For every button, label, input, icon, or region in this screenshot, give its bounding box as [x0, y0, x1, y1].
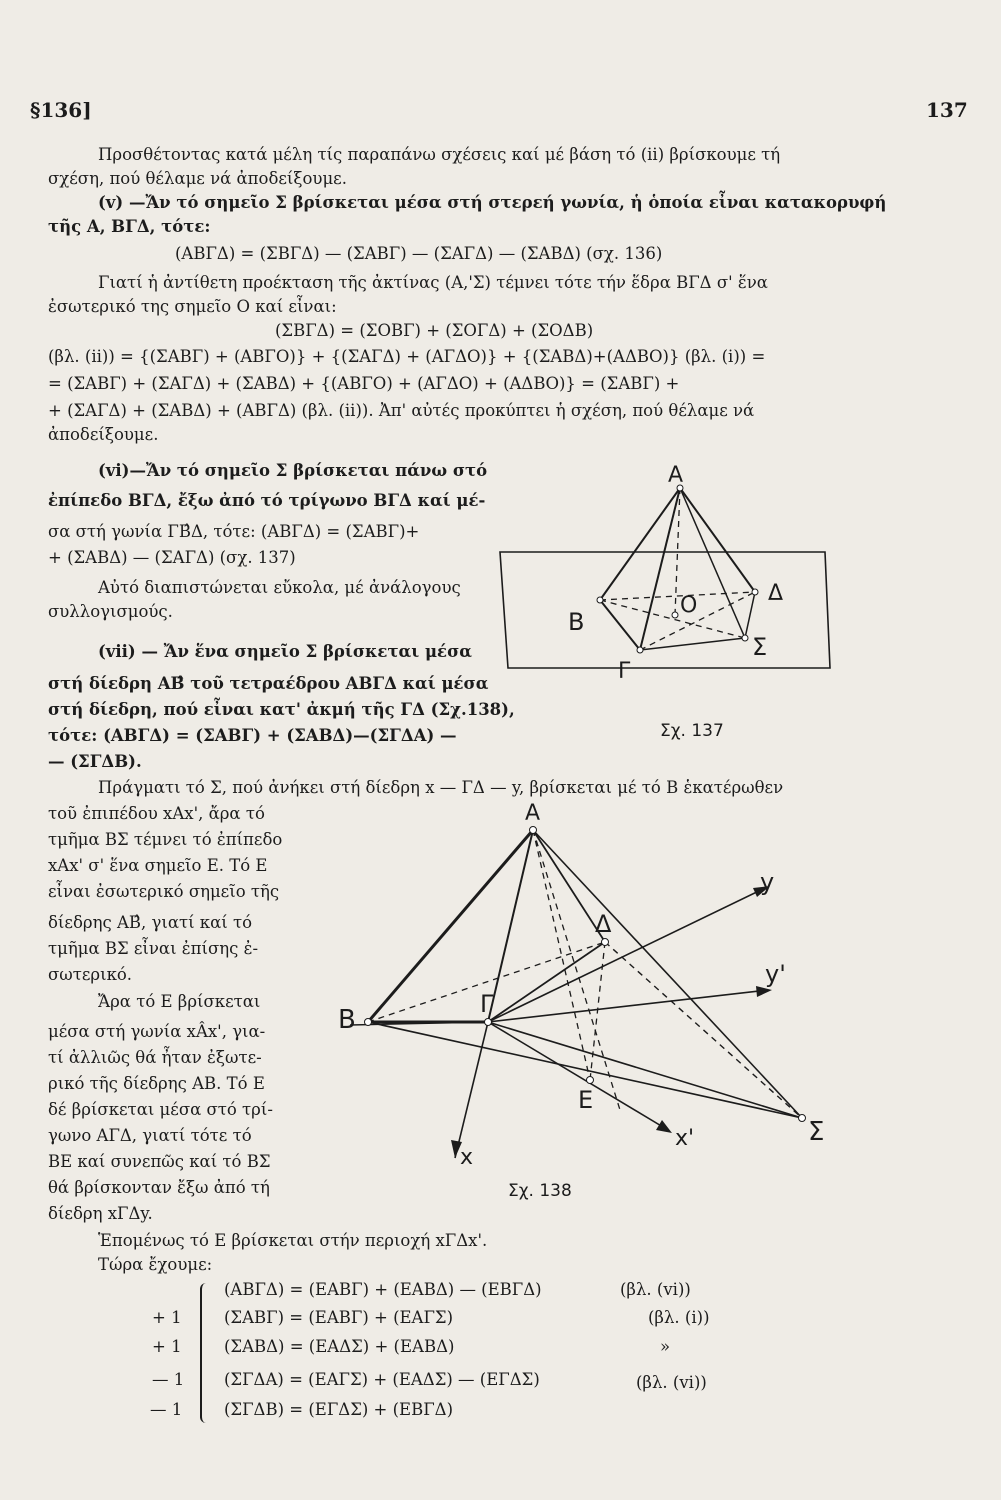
text-line: + (ΣΑΓΔ) + (ΣΑΒΔ) + (ΑΒΓΔ) (βλ. (ii)). Ἀπ' αὐτές προκύπτει ἡ σχέση, πού θέλαμε νά	[48, 401, 755, 420]
label-y: y	[760, 868, 775, 896]
section-marker: §136]	[30, 98, 92, 122]
text-line: xAx' σ' ἕνα σημεῖο Ε. Τό Ε	[48, 856, 268, 875]
system-equation: (ΑΒΓΔ) = (ΕΑΒΓ) + (ΕΑΒΔ) — (ΕΒΓΔ)	[224, 1280, 542, 1299]
label-E: Ε	[578, 1086, 594, 1114]
text-line: εἶναι ἐσωτερικό σημεῖο τῆς	[48, 882, 280, 901]
label-A: Α	[525, 801, 541, 826]
text-line: ἐπίπεδο ΒΓΔ, ἔξω ἀπό τό τρίγωνο ΒΓΔ καί μέ-	[48, 491, 486, 510]
system-coef: + 1	[152, 1308, 182, 1327]
system-equation: (ΣΑΒΔ) = (ΕΑΔΣ) + (ΕΑΒΔ)	[224, 1337, 455, 1356]
label-O: Ο	[680, 593, 698, 618]
edge-DS	[745, 592, 755, 638]
system-equation: (ΣΓΔΑ) = (ΕΑΓΣ) + (ΕΑΔΣ) — (ΕΓΔΣ)	[224, 1370, 540, 1389]
system-reference: (βλ. (vi))	[620, 1280, 691, 1299]
label-D: Δ	[595, 910, 612, 938]
edge-GS	[488, 1022, 802, 1118]
text-line: δέ βρίσκεται μέσα στό τρί-	[48, 1100, 273, 1119]
system-equation: (ΣΓΔΒ) = (ΕΓΔΣ) + (ΕΒΓΔ)	[224, 1400, 454, 1419]
text-line: Ἑπομένως τό Ε βρίσκεται στήν περιοχή xΓΔx'.	[98, 1231, 488, 1250]
text-line: Γιατί ἡ ἀντίθετη προέκταση τῆς ἀκτίνας (Α,'Σ) τέμνει τότε τήν ἕδρα ΒΓΔ σ' ἕνα	[98, 273, 768, 292]
text-line: σχέση, πού θέλαμε νά ἀποδείξουμε.	[48, 169, 347, 188]
equation-line: (βλ. (ii)) = {(ΣΑΒΓ) + (ΑΒΓΟ)} + {(ΣΑΓΔ) + (ΑΓΔΟ)} + {(ΣΑΒΔ)+(ΑΔΒΟ)} (βλ. (i)) =	[48, 347, 766, 366]
edge-AG	[640, 488, 680, 650]
edge-AB	[600, 488, 680, 600]
case-vii-heading: (vii) — Ἄν ἕνα σημεῖο Σ βρίσκεται μέσα	[98, 642, 472, 661]
text-line: τμῆμα ΒΣ εἶναι ἐπίσης ἐ-	[48, 939, 259, 958]
text-line: στή δίεδρη, πού εἶναι κατ' ἀκμή τῆς ΓΔ (Σχ.138),	[48, 700, 515, 719]
text-line: τμῆμα ΒΣ τέμνει τό ἐπίπεδο	[48, 830, 283, 849]
system-coef: + 1	[152, 1337, 182, 1356]
plane	[500, 552, 830, 668]
label-x: x	[460, 1145, 474, 1170]
equation: (ΣΒΓΔ) = (ΣΟΒΓ) + (ΣΟΓΔ) + (ΣΟΔΒ)	[275, 321, 594, 340]
text-line: σα στή γωνία ΓΒ̂Δ, τότε: (ΑΒΓΔ) = (ΣΑΒΓ)+	[48, 522, 420, 541]
caption-137: Σχ. 137	[660, 721, 724, 741]
edge-BS	[600, 600, 745, 638]
ray-Gyp	[488, 990, 768, 1022]
equation-line: = (ΣΑΒΓ) + (ΣΑΓΔ) + (ΣΑΒΔ) + {(ΑΒΓΟ) + (ΑΓΔΟ) + (ΑΔΒΟ)} = (ΣΑΒΓ) +	[48, 374, 680, 393]
system-reference: (βλ. (vi))	[636, 1373, 707, 1392]
text-line: ΒΕ καί συνεπῶς καί τό ΒΣ	[48, 1152, 271, 1171]
edge-AB	[368, 830, 533, 1022]
text-line: συλλογισμούς.	[48, 602, 173, 621]
edge-AE	[533, 830, 590, 1080]
label-D: Δ	[768, 581, 784, 606]
figure-138	[320, 800, 840, 1200]
label-S: Σ	[752, 633, 768, 661]
text-line: τοῦ ἐπιπέδου xAx', ἄρα τό	[48, 804, 265, 823]
page-number: 137	[926, 98, 968, 122]
label-B: Β	[338, 1005, 356, 1035]
text-line: γωνο ΑΓΔ, γιατί τότε τό	[48, 1126, 252, 1145]
caption-138: Σχ. 138	[508, 1181, 572, 1201]
text-line: Ἄρα τό Ε βρίσκεται	[98, 992, 261, 1011]
text-line: θά βρίσκονταν ἔξω ἀπό τή	[48, 1178, 270, 1197]
label-S: Σ	[808, 1117, 825, 1147]
label-G: Γ	[480, 990, 494, 1018]
case-vi-heading: (vi)—Ἄν τό σημεῖο Σ βρίσκεται πάνω στό	[98, 461, 488, 480]
label-A: Α	[668, 463, 684, 488]
text-line: τί ἀλλιῶς θά ἦταν ἐξωτε-	[48, 1048, 262, 1067]
text-line: τότε: (ΑΒΓΔ) = (ΣΑΒΓ) + (ΣΑΒΔ)—(ΣΓΔΑ) —	[48, 726, 457, 745]
label-B: Β	[568, 608, 585, 636]
label-xp: x'	[675, 1126, 695, 1151]
ray-Gy	[488, 888, 765, 1022]
edge-BG	[600, 600, 640, 650]
system-reference: (βλ. (i))	[648, 1308, 710, 1327]
text-line: τῆς Α, ΒΓΔ, τότε:	[48, 217, 211, 236]
system-coef: — 1	[150, 1400, 183, 1419]
text-line: Τώρα ἔχουμε:	[98, 1255, 213, 1274]
system-brace	[200, 1283, 212, 1423]
equation: (ΑΒΓΔ) = (ΣΒΓΔ) — (ΣΑΒΓ) — (ΣΑΓΔ) — (ΣΑΒΔ) (σχ. 136)	[175, 244, 663, 263]
text-line: σωτερικό.	[48, 965, 133, 984]
figure-137	[490, 463, 870, 741]
text-line: ἀποδείξουμε.	[48, 425, 159, 444]
text-line: Αὐτό διαπιστώνεται εὔκολα, μέ ἀνάλογους	[98, 578, 461, 597]
label-yp: y'	[765, 960, 786, 988]
text-line: δίεδρη xΓΔy.	[48, 1204, 153, 1223]
edge-GS	[640, 638, 745, 650]
edge-DE	[590, 942, 605, 1080]
text-line: ρικό τῆς δίεδρης ΑΒ. Τό Ε	[48, 1074, 265, 1093]
text-line: μέσα στή γωνία xÂx', για-	[48, 1022, 266, 1041]
text-line: στή δίεδρη ΑΒ̂ τοῦ τετραέδρου ΑΒΓΔ καί μέσα	[48, 674, 489, 693]
edge-AG	[488, 830, 533, 1022]
text-line: Προσθέτοντας κατά μέλη τίς παραπάνω σχέσεις καί μέ βάση τό (ii) βρίσκουμε τή	[98, 145, 781, 164]
system-reference: »	[660, 1337, 671, 1356]
system-coef: — 1	[152, 1370, 185, 1389]
label-G: Γ	[618, 659, 631, 684]
system-equation: (ΣΑΒΓ) = (ΕΑΒΓ) + (ΕΑΓΣ)	[224, 1308, 454, 1327]
text-line: δίεδρης ΑΒ̂, γιατί καί τό	[48, 913, 253, 932]
case-v-heading: (v) —Ἄν τό σημεῖο Σ βρίσκεται μέσα στή στερεή γωνία, ἡ ὁποία εἶναι κατακορυφή	[98, 193, 887, 212]
text-line: + (ΣΑΒΔ) — (ΣΑΓΔ) (σχ. 137)	[48, 548, 296, 567]
edge-BD	[600, 592, 755, 600]
text-line: Πράγματι τό Σ, πού ἀνήκει στή δίεδρη x — ΓΔ — y, βρίσκεται μέ τό Β ἑκατέρωθεν	[98, 778, 784, 797]
text-line: — (ΣΓΔΒ).	[48, 752, 142, 771]
text-line: ἐσωτερικό της σημεῖο Ο καί εἶναι:	[48, 297, 337, 316]
